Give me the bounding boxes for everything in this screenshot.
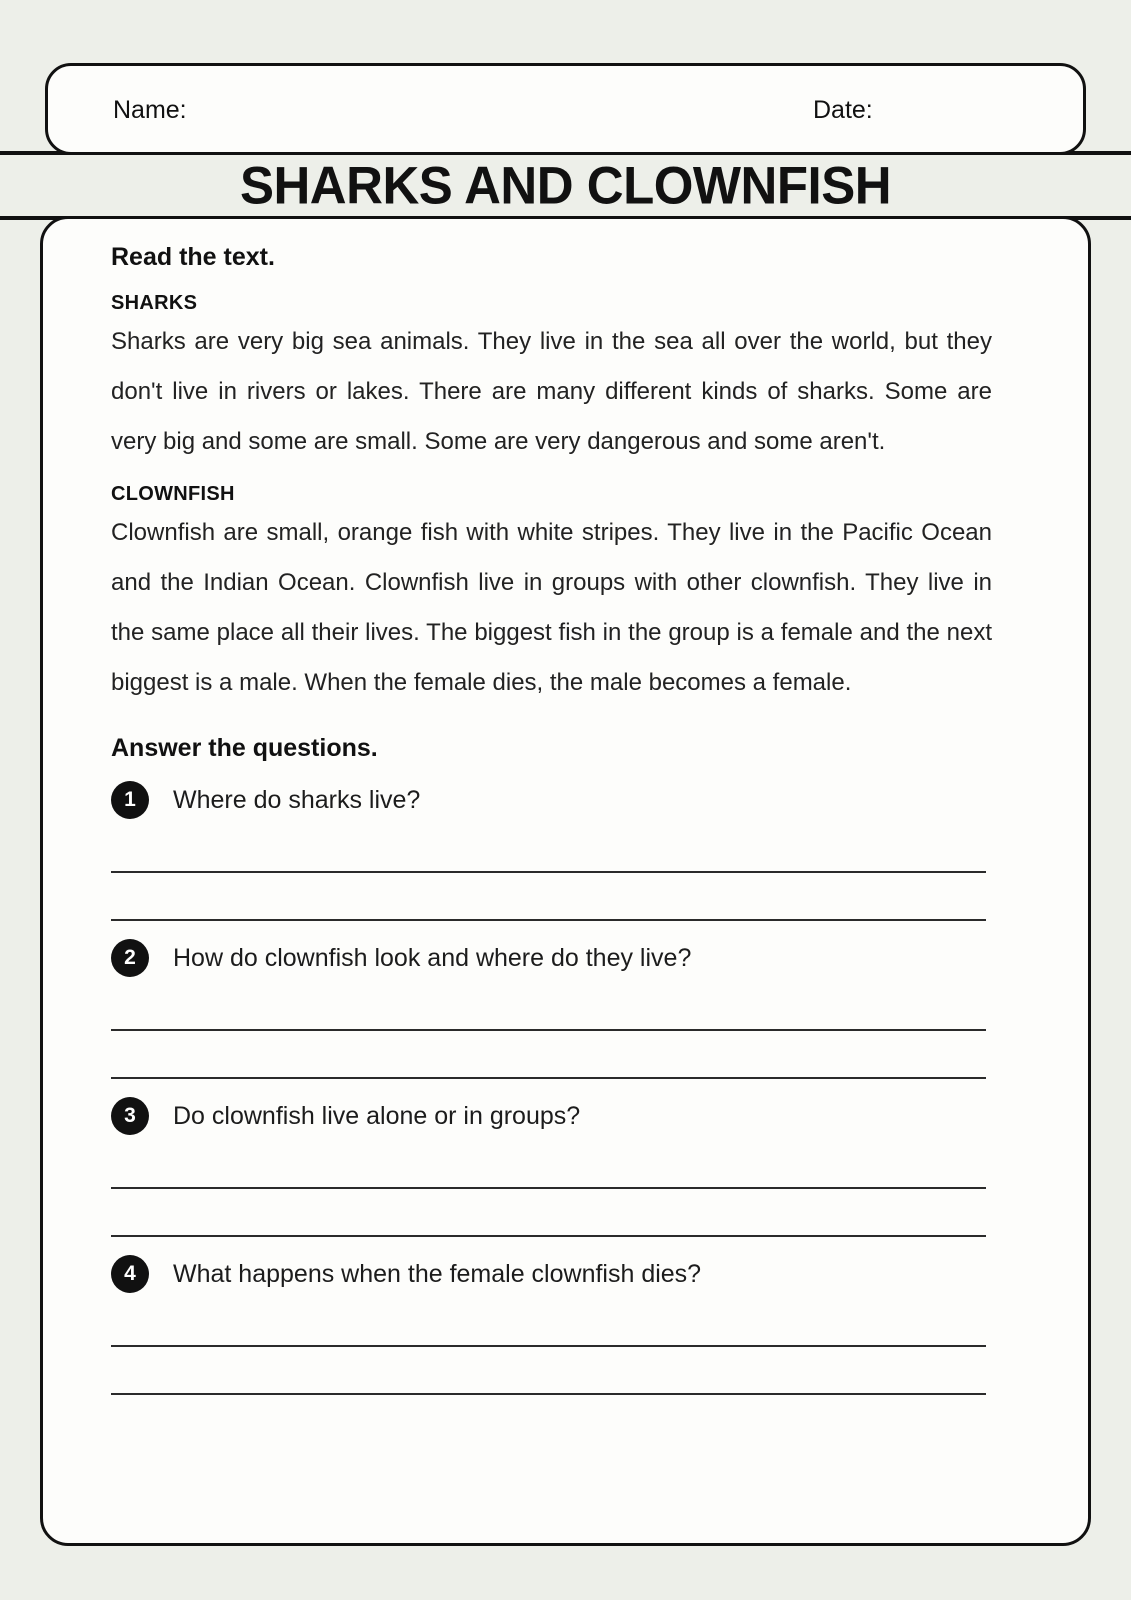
name-label: Name: [113, 96, 187, 124]
answer-line [111, 983, 986, 1031]
answer-line [111, 1031, 986, 1079]
section-heading-sharks: SHARKS [111, 292, 198, 314]
worksheet-body [40, 216, 1091, 1546]
question-row [111, 1255, 992, 1293]
answer-line [111, 825, 986, 873]
answer-line [111, 1299, 986, 1347]
section-heading-clownfish: CLOWNFISH [111, 483, 235, 505]
section-text-clownfish: Clownfish are small, orange fish with white stripes. They live in the Pacific Ocean and the Indian Ocean. Clownfish live in groups with other clownfish. They live in the same place all their lives. The biggest fish in the group is a female and the next biggest is a male. When the female dies, the male becomes a female. [111, 519, 992, 696]
date-label: Date: [813, 96, 873, 124]
title-band [0, 151, 1131, 220]
question-block-3 [111, 1097, 992, 1237]
question-text: Where do sharks live? [173, 785, 421, 814]
question-number-badge: 1 [111, 781, 149, 819]
read-instruction: Read the text. [111, 243, 275, 271]
question-number-badge: 2 [111, 939, 149, 977]
section-text-sharks: Sharks are very big sea animals. They live in the sea all over the world, but they don't live in rivers or lakes. There are many different kinds of sharks. Some are very big and some are small. Some are very dangerous and some aren't. [111, 328, 992, 455]
question-text: What happens when the female clownfish dies? [173, 1259, 702, 1288]
question-row [111, 939, 992, 977]
question-row [111, 1097, 992, 1135]
question-number-badge: 4 [111, 1255, 149, 1293]
answer-line [111, 1347, 986, 1395]
name-date-box [45, 63, 1086, 155]
question-text: Do clownfish live alone or in groups? [173, 1101, 581, 1130]
question-block-4 [111, 1255, 992, 1395]
question-block-2 [111, 939, 992, 1079]
question-block-1 [111, 781, 992, 921]
question-number-badge: 3 [111, 1097, 149, 1135]
answer-line [111, 1189, 986, 1237]
answer-line [111, 1141, 986, 1189]
page-title: SHARKS AND CLOWNFISH [239, 155, 892, 216]
answer-line [111, 873, 986, 921]
question-row [111, 781, 992, 819]
question-text: How do clownfish look and where do they live? [173, 943, 692, 972]
answer-instruction: Answer the questions. [111, 734, 378, 762]
